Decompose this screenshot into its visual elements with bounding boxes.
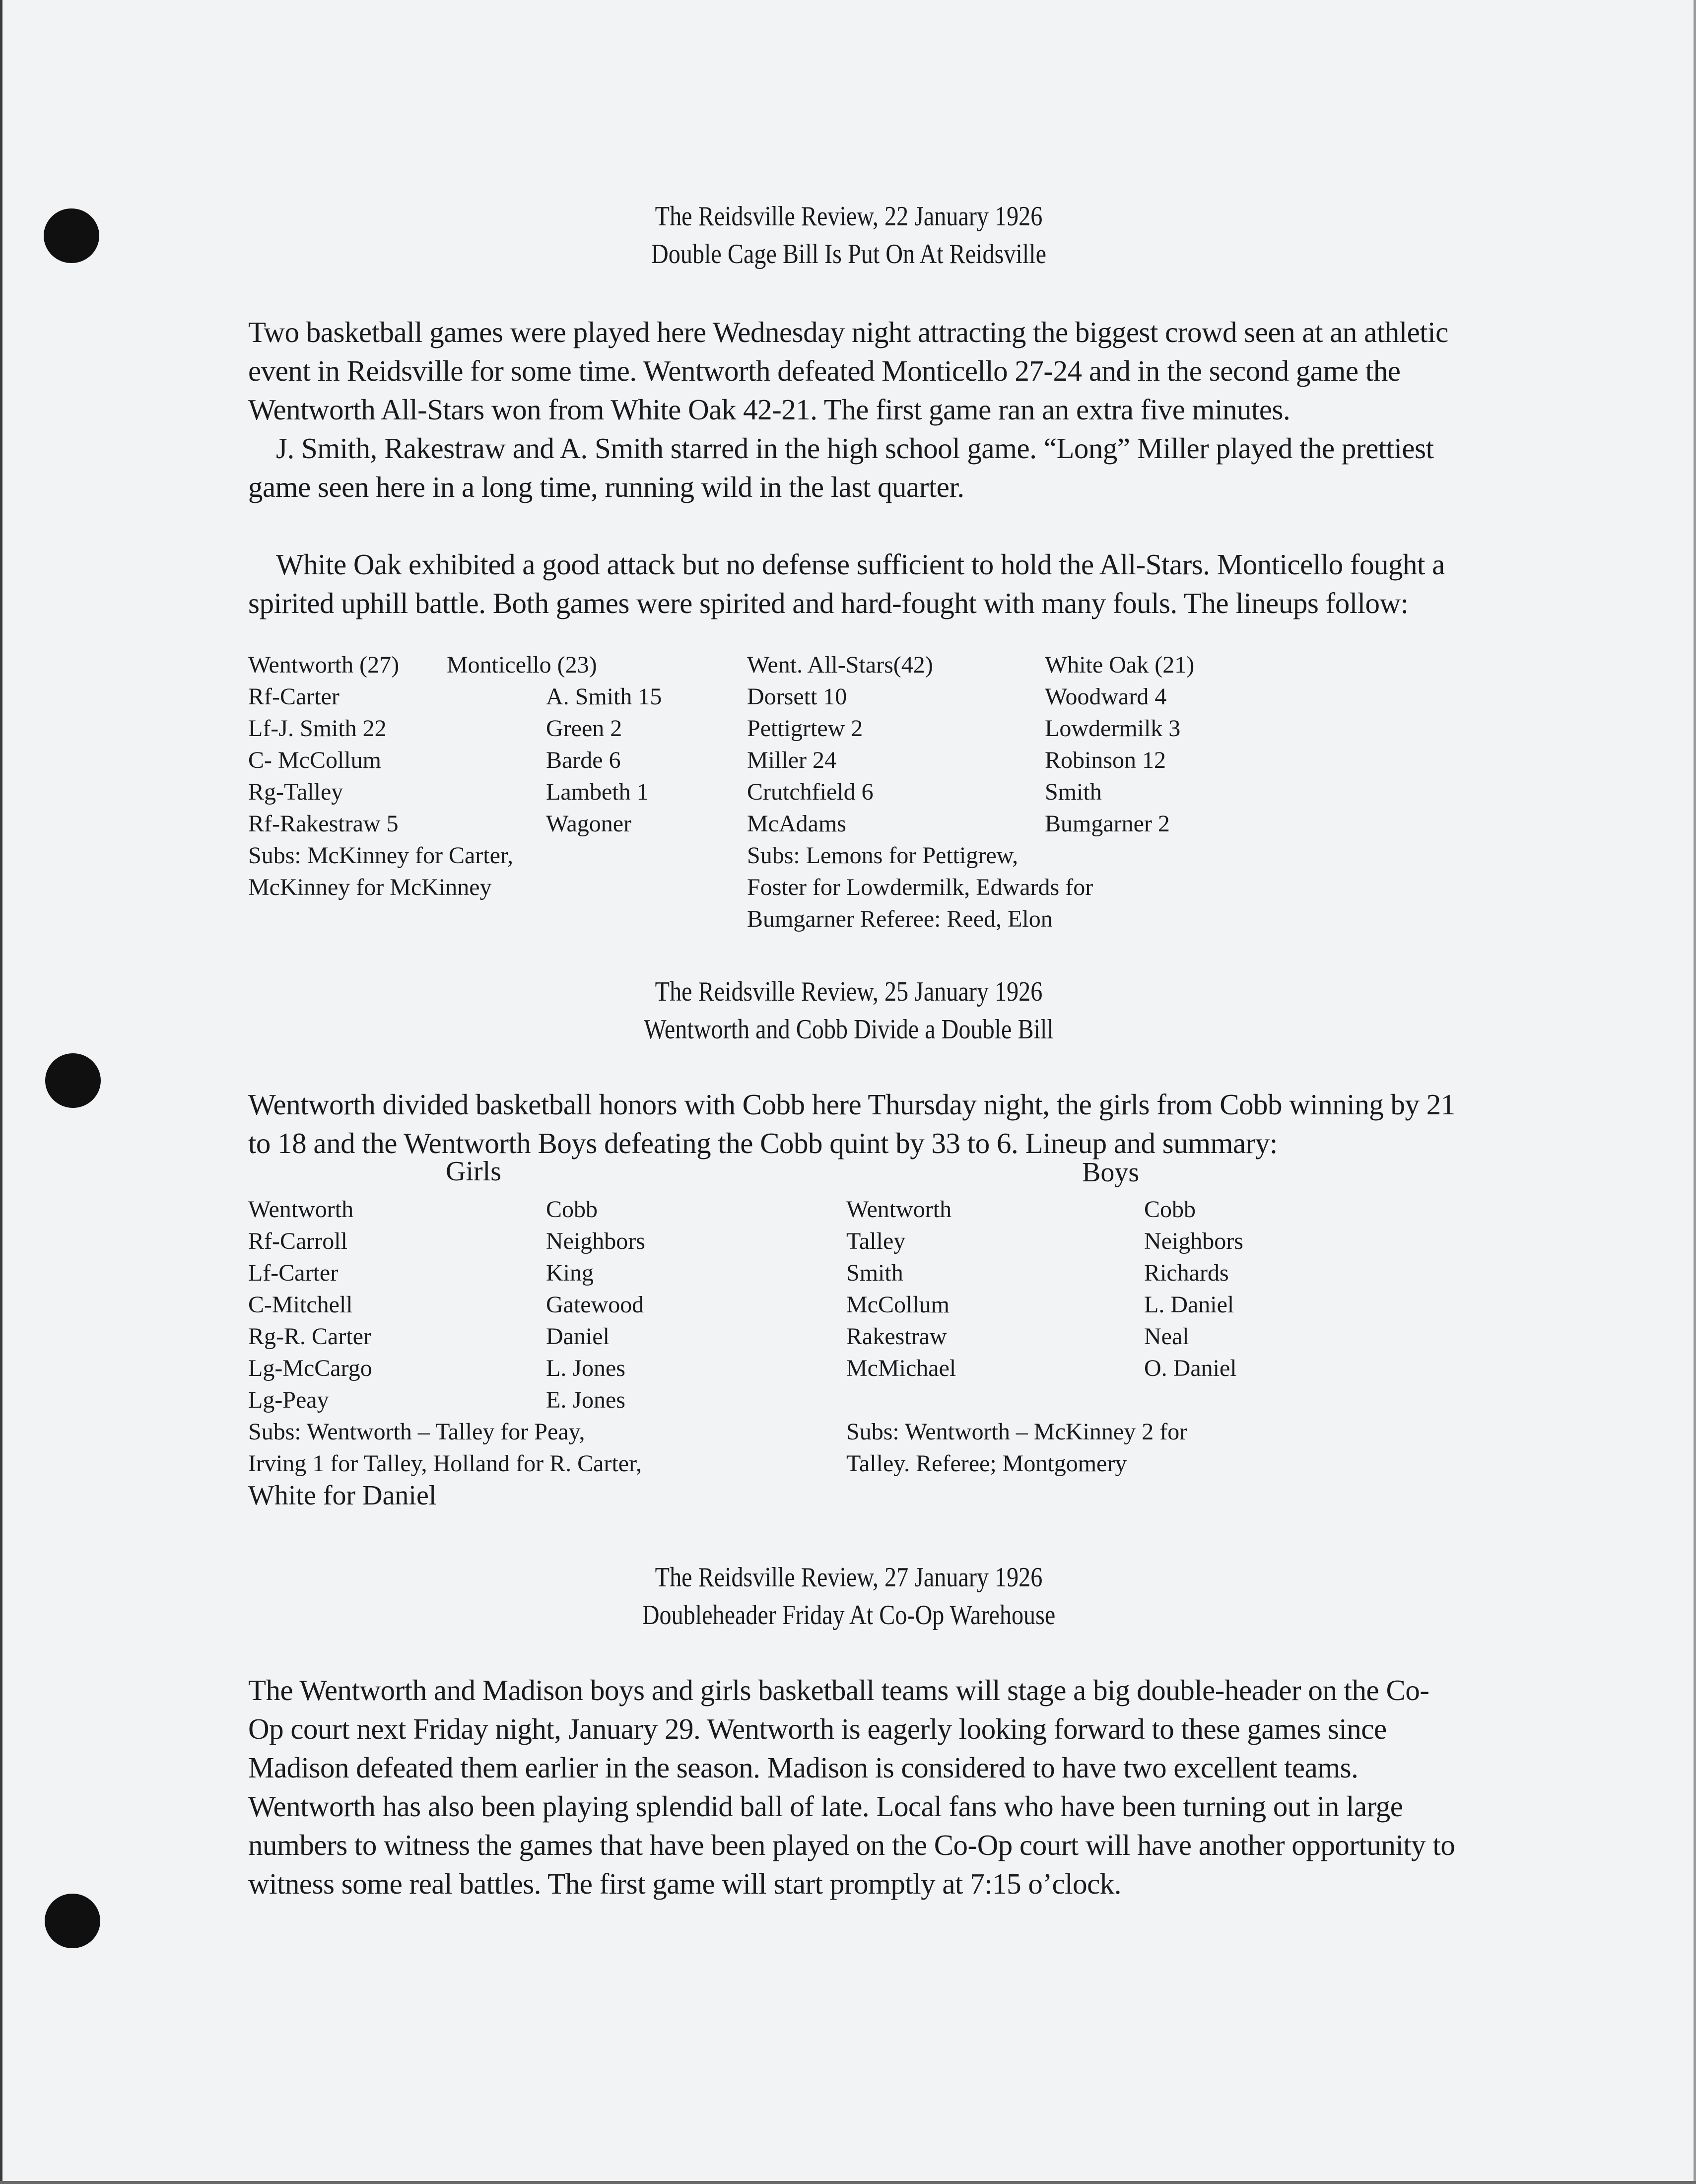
player: C-Mitchell bbox=[248, 1292, 353, 1318]
lineup-col-wentworth bbox=[248, 649, 399, 840]
player: Smith bbox=[1045, 779, 1102, 805]
lineup-col-monticello-header bbox=[447, 649, 597, 681]
team-header: Monticello (23) bbox=[447, 652, 597, 678]
girls-col-cobb bbox=[546, 1194, 645, 1416]
subs-line: Irving 1 for Talley, Holland for R. Carter, bbox=[248, 1450, 642, 1477]
page-edge-bottom bbox=[0, 2181, 1696, 2184]
player: Talley bbox=[846, 1228, 906, 1254]
article-headline: Double Cage Bill Is Put On At Reidsville bbox=[651, 239, 1046, 270]
team-header: Cobb bbox=[546, 1196, 598, 1223]
player: McAdams bbox=[747, 811, 846, 837]
article-2-header bbox=[248, 973, 1449, 1048]
paragraph: Wentworth divided basketball honors with Cobb here Thursday night, the girls from Cobb winning by 21 to 18 and the Wentworth Boys defeating the Cobb quint by 33 to 6. Lineup and summary: bbox=[248, 1088, 1455, 1160]
player: C- McCollum bbox=[248, 747, 382, 773]
player: Neighbors bbox=[546, 1228, 645, 1254]
player: Lambeth 1 bbox=[546, 779, 649, 805]
player: Neal bbox=[1144, 1323, 1189, 1350]
player: Rf-Carter bbox=[248, 683, 339, 710]
team-header: Wentworth bbox=[846, 1196, 952, 1223]
player: Rf-Carroll bbox=[248, 1228, 347, 1254]
subs-line: Subs: Wentworth – Talley for Peay, bbox=[248, 1419, 585, 1445]
player: Green 2 bbox=[546, 715, 622, 742]
player: Crutchfield 6 bbox=[747, 779, 874, 805]
player: Richards bbox=[1144, 1260, 1229, 1286]
player: Lowdermilk 3 bbox=[1045, 715, 1181, 742]
hole-punch-middle bbox=[45, 1053, 101, 1108]
player: Rf-Rakestraw 5 bbox=[248, 811, 399, 837]
lineup-col-monticello bbox=[546, 681, 662, 840]
page-edge-left bbox=[0, 0, 2, 2184]
player: Robinson 12 bbox=[1045, 747, 1166, 773]
boys-col-cobb bbox=[1144, 1194, 1243, 1384]
player: King bbox=[546, 1260, 594, 1286]
boys-col-wentworth bbox=[846, 1194, 956, 1384]
subs-line: Bumgarner Referee: Reed, Elon bbox=[747, 906, 1053, 932]
player: Wagoner bbox=[546, 811, 632, 837]
subs-line: Subs: McKinney for Carter, bbox=[248, 842, 513, 869]
paragraph: Two basketball games were played here Wednesday night attracting the biggest crowd seen at an athletic event in Reidsville for some time. Wentworth defeated Monticello 27-24 and in the second game the Wentworth All-Stars won from White Oak 42-21. The first game ran an extra five minutes. bbox=[248, 316, 1448, 426]
article-1-body bbox=[248, 274, 1459, 661]
girls-title: Girls bbox=[446, 1156, 501, 1187]
girls-subs bbox=[248, 1416, 642, 1511]
player: Rg-R. Carter bbox=[248, 1323, 371, 1350]
player: Lf-J. Smith 22 bbox=[248, 715, 387, 742]
article-source: The Reidsville Review, 22 January 1926 bbox=[655, 201, 1043, 232]
article-source: The Reidsville Review, 25 January 1926 bbox=[655, 976, 1043, 1007]
player: Woodward 4 bbox=[1045, 683, 1167, 710]
player: E. Jones bbox=[546, 1387, 625, 1413]
player: Daniel bbox=[546, 1323, 610, 1350]
paragraph: The Wentworth and Madison boys and girls basketball teams will stage a big double-header on the Co-Op court next Friday night, January 29. Wentworth is eagerly looking forward to these games since Madison defeated them earlier in the season. Madison is considered to have two excellent teams. Wentworth has also been playing splendid ball of late. Local fans who have been turning out in large numbers to witness the games that have been played on the Co-Op court will have another opportunity to witness some real battles. The first game will start promptly at 7:15 o’clock. bbox=[248, 1674, 1455, 1900]
boys-lineup bbox=[846, 1194, 1392, 1392]
paragraph: J. Smith, Rakestraw and A. Smith starred in the high school game. “Long” Miller played the prettiest game seen here in a long time, running wild in the last quarter. bbox=[248, 432, 1434, 503]
article-headline: Wentworth and Cobb Divide a Double Bill bbox=[644, 1014, 1054, 1045]
team-header: Wentworth (27) bbox=[248, 652, 400, 678]
player: McMichael bbox=[846, 1355, 956, 1381]
lineup-col-white-oak bbox=[1045, 649, 1194, 840]
player: Miller 24 bbox=[747, 747, 836, 773]
article-3-body bbox=[248, 1632, 1459, 1903]
player: Smith bbox=[846, 1260, 903, 1286]
subs-line: McKinney for McKinney bbox=[248, 874, 492, 900]
team-header: Cobb bbox=[1144, 1196, 1196, 1223]
page-edge-right bbox=[1694, 0, 1696, 2184]
lineup-col-all-stars bbox=[747, 649, 933, 840]
player: Gatewood bbox=[546, 1292, 644, 1318]
player: L. Jones bbox=[546, 1355, 625, 1381]
hole-punch-top bbox=[44, 208, 99, 263]
player: Bumgarner 2 bbox=[1045, 811, 1170, 837]
subs-line: White for Daniel bbox=[248, 1480, 437, 1511]
player: Lg-Peay bbox=[248, 1387, 329, 1413]
team-header: Wentworth bbox=[248, 1196, 354, 1223]
subs-line: Subs: Lemons for Pettigrew, bbox=[747, 842, 1018, 869]
lineup-table-1 bbox=[248, 649, 1390, 848]
article-1-header bbox=[248, 198, 1449, 273]
article-source: The Reidsville Review, 27 January 1926 bbox=[655, 1562, 1043, 1593]
girls-lineup bbox=[248, 1194, 794, 1422]
player: Pettigrtew 2 bbox=[747, 715, 863, 742]
subs-line: Talley. Referee; Montgomery bbox=[846, 1450, 1127, 1477]
player: Barde 6 bbox=[546, 747, 621, 773]
player: Dorsett 10 bbox=[747, 683, 847, 710]
article-headline: Doubleheader Friday At Co-Op Warehouse bbox=[642, 1600, 1056, 1631]
girls-col-wentworth bbox=[248, 1194, 372, 1416]
player: Rg-Talley bbox=[248, 779, 343, 805]
player: Rakestraw bbox=[846, 1323, 947, 1350]
player: L. Daniel bbox=[1144, 1292, 1234, 1318]
team-header: Went. All-Stars(42) bbox=[747, 652, 933, 678]
player: McCollum bbox=[846, 1292, 950, 1318]
subs-left bbox=[248, 840, 513, 903]
player: Neighbors bbox=[1144, 1228, 1243, 1254]
paragraph: White Oak exhibited a good attack but no defense sufficient to hold the All-Stars. Monticello fought a spirited uphill battle. Both games were spirited and hard-fought with many fouls. The lineups follow: bbox=[248, 548, 1445, 619]
hole-punch-bottom bbox=[45, 1894, 100, 1948]
subs-line: Foster for Lowdermilk, Edwards for bbox=[747, 874, 1093, 900]
boys-title: Boys bbox=[1082, 1157, 1140, 1188]
article-3-header bbox=[248, 1559, 1449, 1634]
player: Lf-Carter bbox=[248, 1260, 339, 1286]
player: A. Smith 15 bbox=[546, 683, 662, 710]
subs-line: Subs: Wentworth – McKinney 2 for bbox=[846, 1419, 1188, 1445]
player: O. Daniel bbox=[1144, 1355, 1237, 1381]
subs-right bbox=[747, 840, 1093, 935]
player: Lg-McCargo bbox=[248, 1355, 372, 1381]
article-2-body bbox=[248, 1046, 1459, 1162]
team-header: White Oak (21) bbox=[1045, 652, 1195, 678]
boys-subs bbox=[846, 1416, 1187, 1480]
